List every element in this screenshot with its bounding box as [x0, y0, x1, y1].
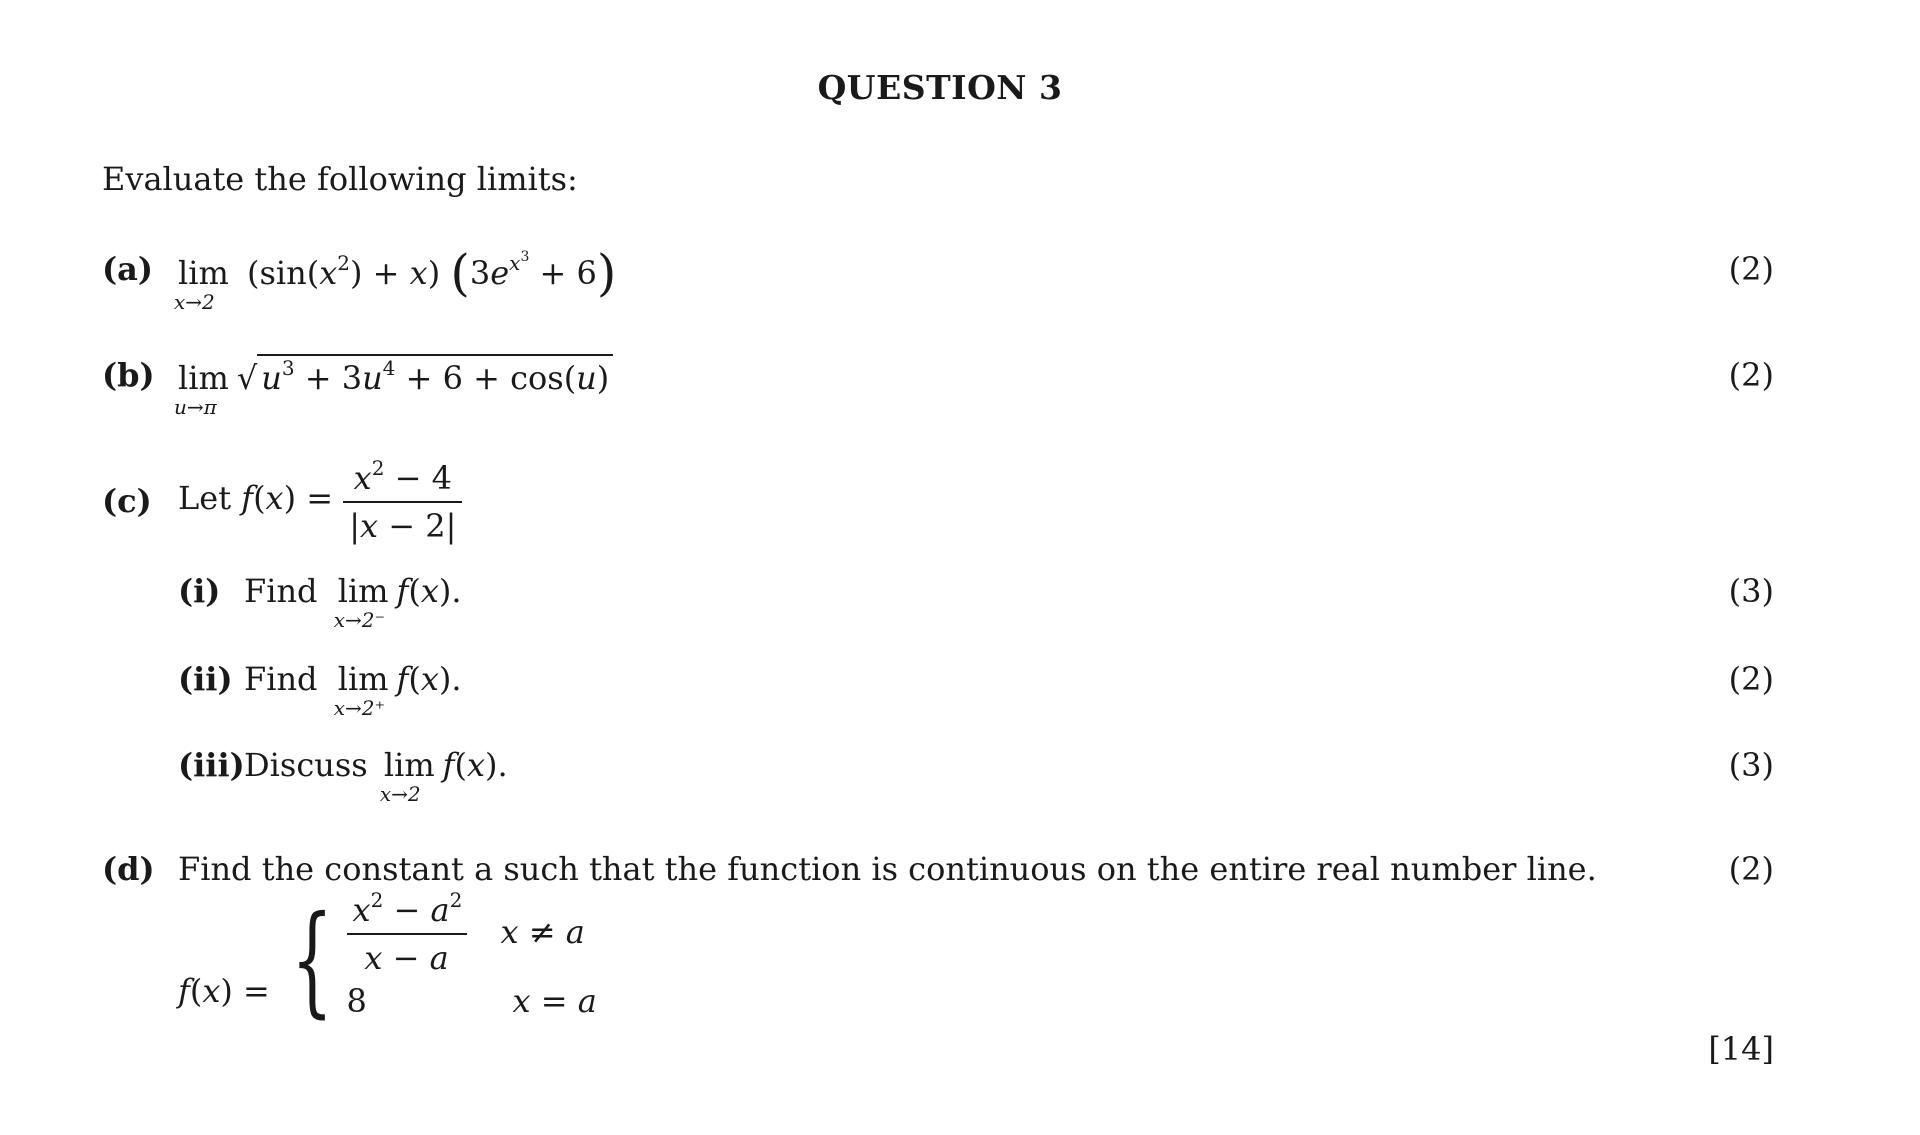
lim-subscript: x→2	[174, 290, 215, 314]
item-c-text: Let	[178, 479, 232, 517]
item-d-label: (d)	[102, 850, 155, 888]
lim-operator: lim	[383, 746, 435, 784]
item-b-expression: lim u→π √ $u^3 + 3u^4 + 6 + \cos(u)$	[178, 354, 613, 397]
lim-subscript: x→2⁻	[333, 608, 386, 632]
lim-operator: lim	[178, 359, 229, 397]
item-a-label: (a)	[102, 250, 154, 288]
item-ciii-marks: (3)	[1728, 746, 1774, 784]
item-d-text: Find the constant a such that the function is continuous on the entire real number line.	[178, 850, 1597, 888]
item-cii-text: Find	[244, 660, 318, 698]
case2-condition: x = a	[512, 982, 597, 1020]
lim-subscript: u→π	[174, 395, 217, 419]
lim-operator: lim	[337, 572, 389, 610]
intro-text: Evaluate the following limits:	[102, 160, 578, 198]
item-cii-label: (ii)	[178, 660, 233, 698]
lim-operator: lim	[178, 254, 229, 292]
total-marks: [14]	[1708, 1030, 1774, 1068]
case1-fraction: $\frac{x^2 - a^2}{x - a}$	[347, 888, 467, 977]
item-a-expression: lim x→2 $(\sin(x^2) + x) (3e^{x^3} + 6)$	[174, 244, 617, 314]
case1-condition: x ≠ a	[500, 913, 585, 951]
item-b-marks: (2)	[1728, 356, 1774, 394]
item-ci-label: (i)	[178, 572, 221, 610]
item-ci-text: Find	[244, 572, 318, 610]
item-cii-expression: Find lim x→2⁺ f(x).	[244, 660, 462, 720]
item-c-expression: Let f(x) = $\frac{x^2 - 4}{|x - 2|}$	[178, 456, 462, 545]
page-title: QUESTION 3	[817, 68, 1063, 107]
case2-value: 8	[346, 982, 367, 1020]
item-d-marks: (2)	[1728, 850, 1774, 888]
item-a-marks: (2)	[1728, 250, 1774, 288]
lim-subscript: x→2	[379, 782, 421, 806]
lim-subscript: x→2⁺	[333, 696, 386, 720]
item-ciii-expression: Discuss lim x→2 f(x).	[244, 746, 508, 806]
piecewise-function: f(x) = { $\frac{x^2 - a^2}{x - a}$ x ≠ a 8 x = a	[178, 887, 597, 1030]
item-ciii-label: (iii)	[178, 746, 245, 784]
item-b-label: (b)	[102, 356, 155, 394]
fraction: $\frac{x^2 - 4}{|x - 2|}$	[343, 456, 462, 545]
item-cii-marks: (2)	[1728, 660, 1774, 698]
lim-operator: lim	[337, 660, 389, 698]
item-ciii-text: Discuss	[244, 746, 368, 784]
item-ci-expression: Find lim x→2⁻ f(x).	[244, 572, 462, 632]
item-c-label: (c)	[102, 482, 152, 520]
item-ci-marks: (3)	[1728, 572, 1774, 610]
